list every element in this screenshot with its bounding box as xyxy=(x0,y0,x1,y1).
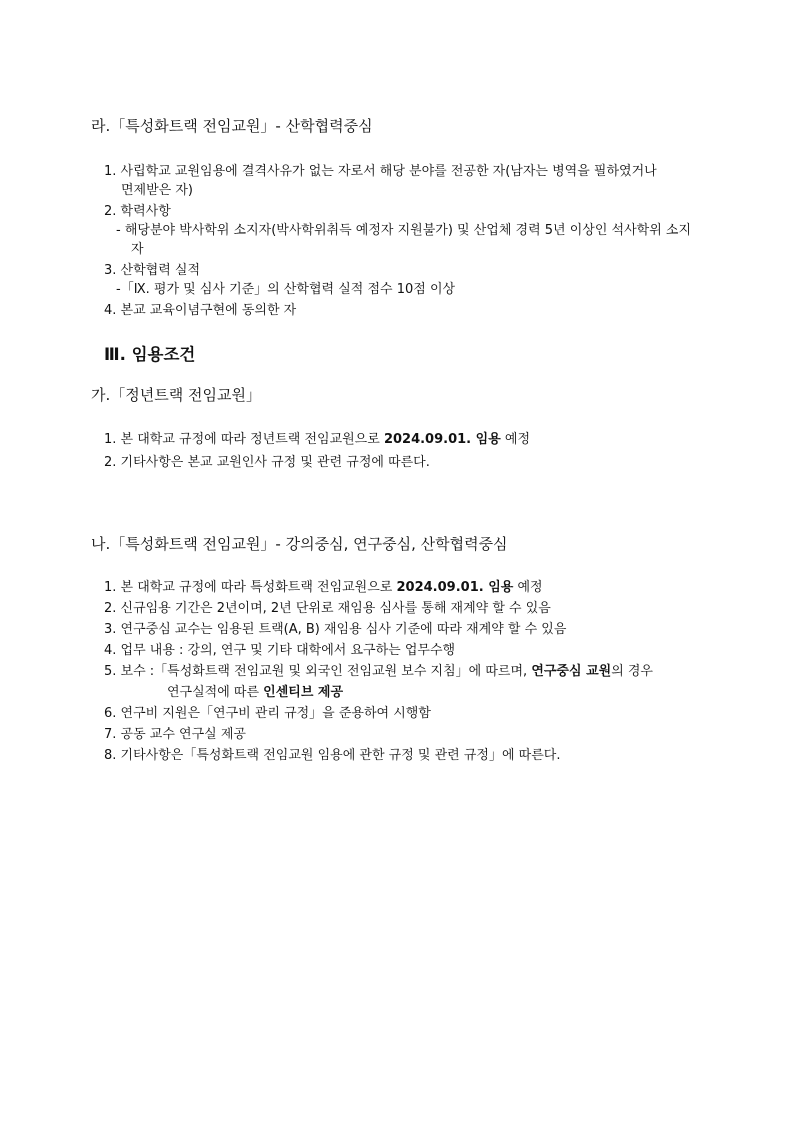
na-item-1-suffix: 예정 xyxy=(513,580,543,595)
na-item-4: 4. 업무 내용 : 강의, 연구 및 기타 대학에서 요구하는 업무수행 xyxy=(104,643,456,658)
na-item-5-cont-bold: 인센티브 제공 xyxy=(263,685,344,700)
section-ga-heading: 가.「정년트랙 전임교원」 xyxy=(91,386,261,404)
na-item-5-text: 5. 보수 :「특성화트랙 전임교원 및 외국인 전임교원 보수 지침」에 따르며, xyxy=(104,664,532,679)
na-item-1-text: 1. 본 대학교 규정에 따라 특성화트랙 전임교원으로 xyxy=(104,580,397,595)
na-item-1 xyxy=(104,576,543,595)
na-item-5-cont xyxy=(167,681,343,700)
ga-item-1-text: 1. 본 대학교 규정에 따라 정년트랙 전임교원으로 xyxy=(104,432,384,447)
ra-item-2-sub-cont: 자 xyxy=(131,242,144,257)
ga-item-1-suffix: 예정 xyxy=(500,432,531,447)
ra-item-1-cont: 면제받은 자) xyxy=(121,183,193,198)
na-item-6: 6. 연구비 지원은「연구비 관리 규정」을 준용하여 시행함 xyxy=(104,706,431,721)
section-ra-heading: 라.「특성화트랙 전임교원」- 산학협력중심 xyxy=(91,117,373,135)
ga-item-1 xyxy=(104,428,530,447)
ra-item-4: 4. 본교 교육이념구현에 동의한 자 xyxy=(104,303,297,318)
na-item-5-cont-text: 연구실적에 따른 xyxy=(167,685,264,700)
na-item-2: 2. 신규임용 기간은 2년이며, 2년 단위로 재임용 심사를 통해 재계약 할 수 있음 xyxy=(104,601,551,616)
ra-item-1: 1. 사립학교 교원임용에 결격사유가 없는 자로서 해당 분야를 전공한 자(남자는 병역을 필하였거나 xyxy=(104,164,657,179)
na-item-3: 3. 연구중심 교수는 임용된 트랙(A, B) 재임용 심사 기준에 따라 재계약 할 수 있음 xyxy=(104,622,567,637)
na-item-8: 8. 기타사항은「특성화트랙 전임교원 임용에 관한 규정 및 관련 규정」에 따른다. xyxy=(104,748,561,763)
na-item-1-date: 2024.09.01. 임용 xyxy=(396,580,514,595)
ra-item-2-sub: - 해당분야 박사학위 소지자(박사학위취득 예정자 지원불가) 및 산업체 경력 5년 이상인 석사학위 소지 xyxy=(116,223,692,238)
na-item-7: 7. 공동 교수 연구실 제공 xyxy=(104,727,246,742)
na-item-5-bold: 연구중심 교원 xyxy=(531,664,612,679)
ra-item-2: 2. 학력사항 xyxy=(104,204,171,219)
section-iii-heading: Ⅲ. 임용조건 xyxy=(104,345,196,364)
na-item-5-suffix: 의 경우 xyxy=(611,664,653,679)
ga-item-2: 2. 기타사항은 본교 교원인사 규정 및 관련 규정에 따른다. xyxy=(104,455,430,470)
section-na-heading: 나.「특성화트랙 전임교원」- 강의중심, 연구중심, 산학협력중심 xyxy=(91,535,508,553)
na-item-5 xyxy=(104,660,653,679)
ra-item-3: 3. 산학협력 실적 xyxy=(104,263,201,278)
ra-item-3-sub: -「Ⅸ. 평가 및 심사 기준」의 산학협력 실적 점수 10점 이상 xyxy=(116,282,456,297)
ga-item-1-date: 2024.09.01. 임용 xyxy=(383,432,501,447)
